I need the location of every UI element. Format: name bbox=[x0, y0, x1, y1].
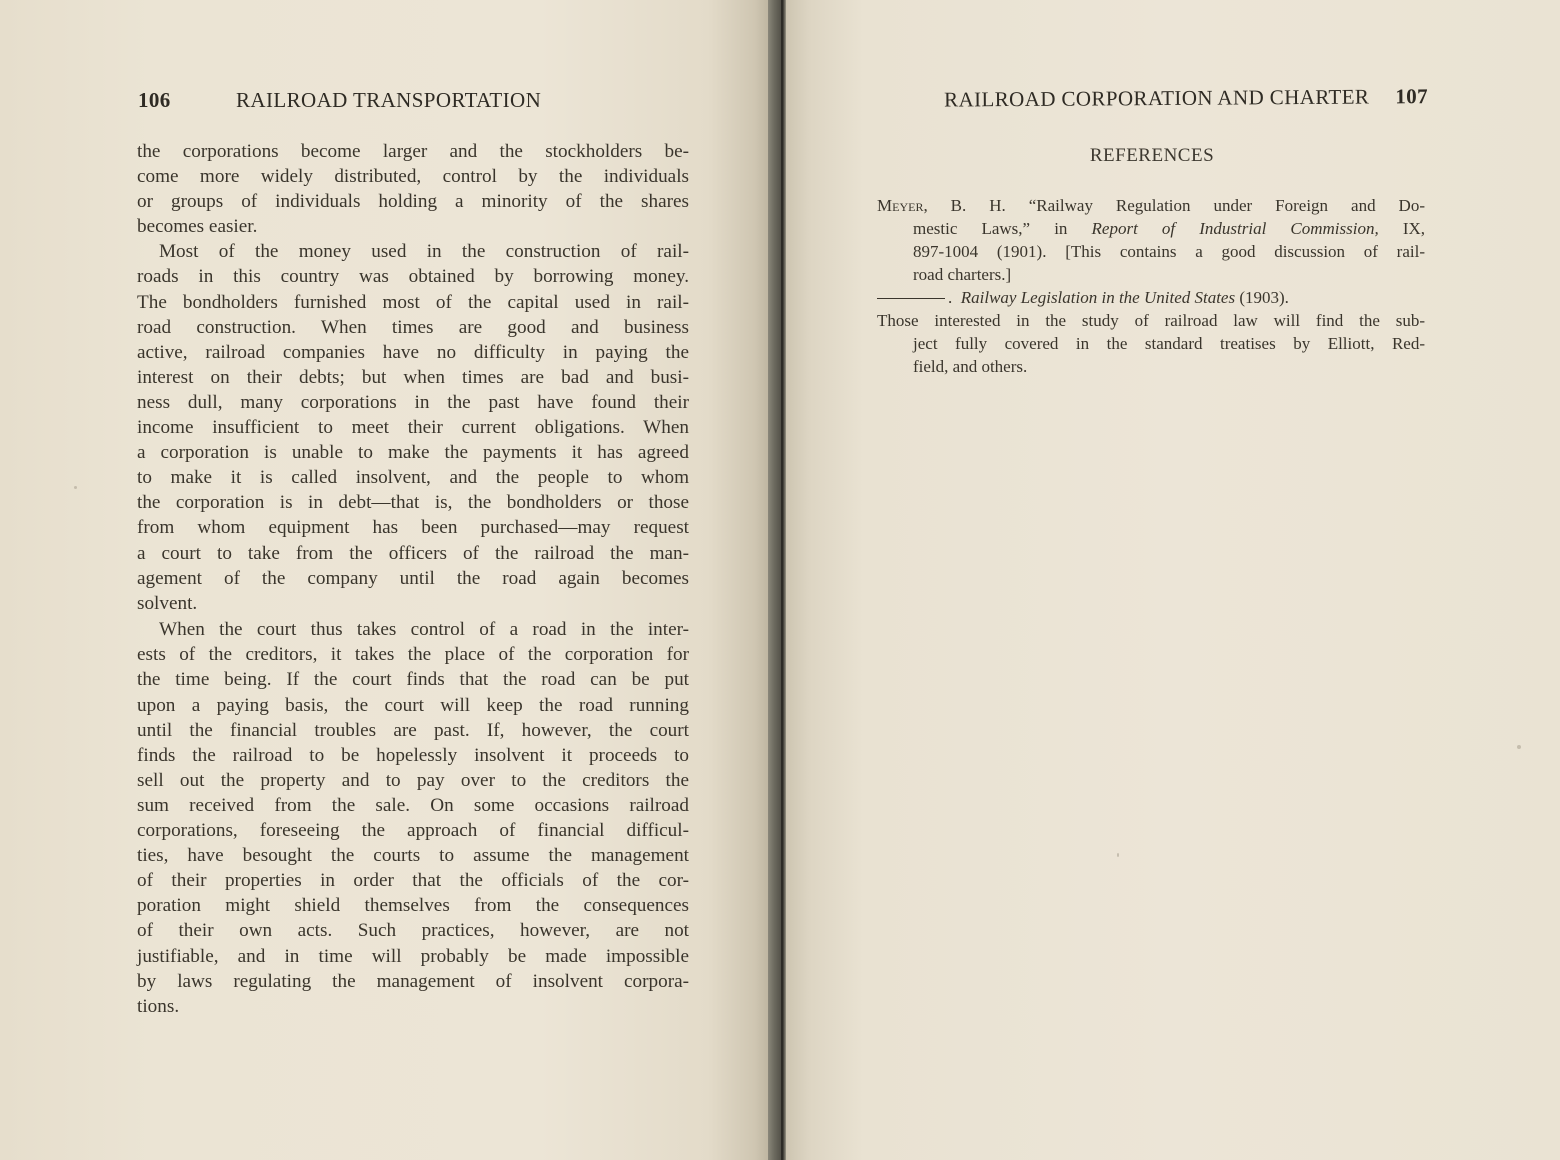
references-heading: REFERENCES bbox=[1089, 145, 1215, 166]
text-line: finds the railroad to be hopelessly insolvent it proceeds to bbox=[137, 744, 689, 766]
paper-speck bbox=[1517, 745, 1521, 749]
text-line: to make it is called insolvent, and the people to whom bbox=[137, 467, 689, 489]
text-line: a corporation is unable to make the payments it has agreed bbox=[137, 442, 689, 464]
text-line: solvent. bbox=[137, 592, 198, 614]
text-line: poration might shield themselves from the consequences bbox=[137, 895, 689, 917]
text-line: income insufficient to meet their current obligations. When bbox=[137, 417, 689, 439]
text-line: ness dull, many corporations in the past have found their bbox=[137, 391, 689, 413]
ref-text: . bbox=[948, 288, 953, 307]
ditto-dash bbox=[877, 298, 945, 299]
text-line: the corporation is in debt—that is, the bondholders or those bbox=[137, 492, 689, 514]
text-line: becomes easier. bbox=[137, 216, 258, 238]
ref-line bbox=[877, 286, 1425, 309]
text-line: road construction. When times are good and business bbox=[137, 316, 689, 338]
ref-author: Meyer bbox=[877, 196, 924, 215]
ref-line: road charters.] bbox=[913, 265, 1012, 284]
right-running-head bbox=[878, 84, 1428, 113]
text-line: justifiable, and in time will probably be made impossible bbox=[137, 945, 689, 967]
ref-line: field, and others. bbox=[913, 357, 1028, 376]
reference-meyer-1901 bbox=[877, 194, 1425, 286]
text-line: corporations, foreseeing the approach of financial difficul- bbox=[137, 820, 689, 842]
ref-line: Those interested in the study of railroad law will find the sub- bbox=[877, 311, 1425, 330]
right-page bbox=[786, 0, 1560, 1160]
paragraph-3 bbox=[137, 617, 689, 1019]
ref-title-text: , B. H. “Railway Regulation under Foreign and Do- bbox=[923, 196, 1425, 215]
right-page-number: 107 bbox=[1395, 84, 1429, 109]
left-page-number: 106 bbox=[138, 88, 171, 112]
reference-note bbox=[877, 309, 1425, 378]
right-running-title: RAILROAD CORPORATION AND CHARTER bbox=[944, 84, 1370, 112]
ref-line: ject fully covered in the standard treatises by Elliott, Red- bbox=[913, 334, 1425, 353]
book-spine bbox=[768, 0, 786, 1160]
ref-line bbox=[877, 217, 1425, 240]
text-line: upon a paying basis, the court will keep the road running bbox=[137, 694, 689, 716]
text-line: of their own acts. Such practices, however, are not bbox=[137, 920, 689, 942]
ref-line bbox=[877, 194, 1425, 217]
ref-book-title: Railway Legislation in the United States bbox=[960, 288, 1236, 307]
text-line: tions. bbox=[137, 995, 180, 1017]
ref-text: mestic Laws,” in bbox=[913, 219, 1092, 238]
text-line: or groups of individuals holding a minority of the shares bbox=[137, 191, 689, 213]
text-line: ests of the creditors, it takes the place of the corporation for bbox=[137, 644, 689, 666]
text-line: sum received from the sale. On some occasions railroad bbox=[137, 794, 689, 816]
paragraph-1 bbox=[137, 139, 689, 239]
ref-text: IX, bbox=[1378, 219, 1426, 238]
left-running-head bbox=[138, 88, 688, 113]
ref-line: 897-1004 (1901). [This contains a good discussion of rail- bbox=[913, 242, 1425, 261]
text-line: ties, have besought the courts to assume the management bbox=[137, 845, 689, 867]
ref-source-title: Report of Industrial Commission, bbox=[1091, 219, 1379, 238]
text-line: the corporations become larger and the stockholders be- bbox=[137, 141, 689, 162]
text-line: a court to take from the officers of the railroad the man- bbox=[137, 542, 689, 564]
text-line: from whom equipment has been purchased—may request bbox=[137, 517, 689, 539]
paragraph-2 bbox=[137, 239, 689, 615]
ref-year: (1903). bbox=[1235, 288, 1289, 307]
reference-meyer-1903 bbox=[877, 286, 1425, 309]
text-line: by laws regulating the management of insolvent corpora- bbox=[137, 970, 689, 992]
paper-speck bbox=[1117, 853, 1119, 857]
text-line: active, railroad companies have no difficulty in paying the bbox=[137, 341, 689, 363]
references-list bbox=[877, 194, 1425, 378]
left-running-title: RAILROAD TRANSPORTATION bbox=[236, 88, 542, 112]
text-line: When the court thus takes control of a road in the inter- bbox=[159, 619, 689, 641]
text-line: the time being. If the court finds that the road can be put bbox=[137, 669, 689, 691]
text-line: roads in this country was obtained by borrowing money. bbox=[137, 266, 689, 288]
text-line: come more widely distributed, control by the individuals bbox=[137, 166, 689, 188]
spine-crease bbox=[781, 0, 783, 1160]
text-line: The bondholders furnished most of the capital used in rail- bbox=[137, 291, 689, 313]
text-line: interest on their debts; but when times are bad and busi- bbox=[137, 366, 689, 388]
text-line: of their properties in order that the officials of the cor- bbox=[137, 870, 689, 892]
text-line: Most of the money used in the construction of rail- bbox=[159, 241, 689, 263]
text-line: agement of the company until the road again becomes bbox=[137, 567, 689, 589]
text-line: until the financial troubles are past. If, however, the court bbox=[137, 719, 689, 741]
left-body-text bbox=[137, 139, 689, 1019]
paper-speck bbox=[74, 486, 77, 489]
text-line: sell out the property and to pay over to the creditors the bbox=[137, 769, 689, 791]
